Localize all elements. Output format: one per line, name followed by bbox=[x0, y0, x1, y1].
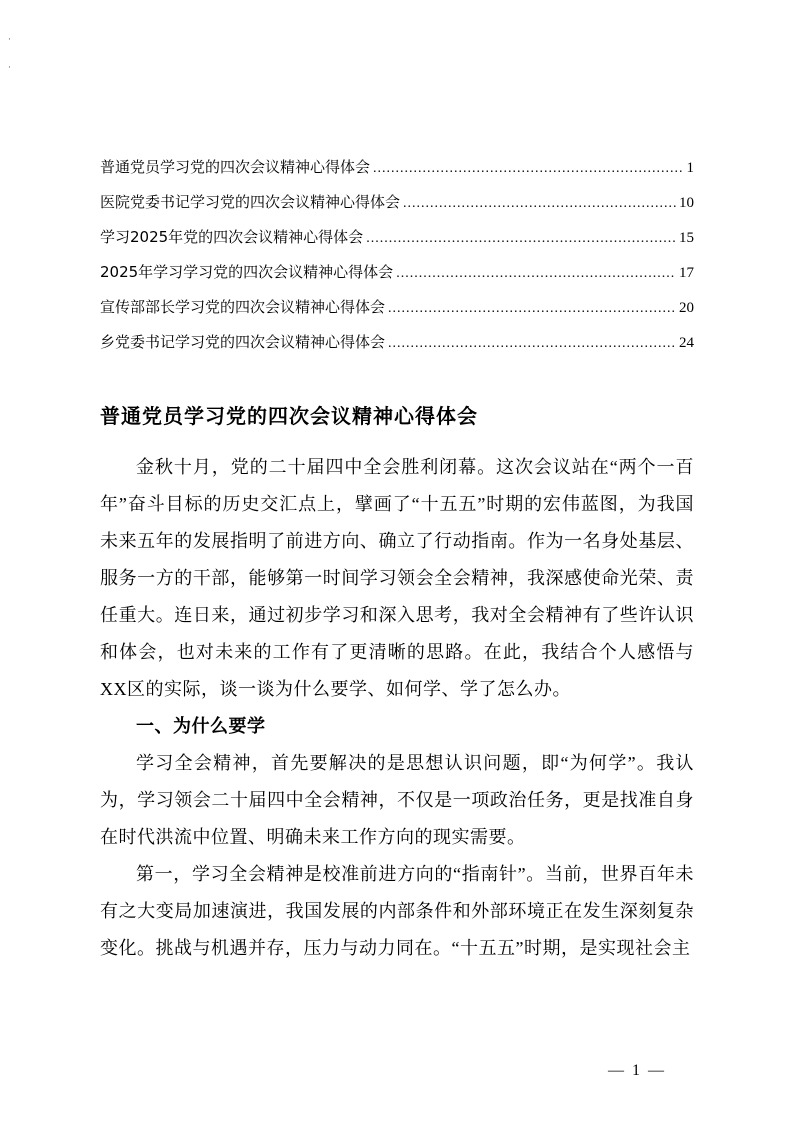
toc-item[interactable] bbox=[100, 150, 694, 185]
toc-item-page: 17 bbox=[679, 265, 694, 281]
article-paragraph: 第一，学习全会精神是校准前进方向的“指南针”。当前，世界百年未有之大变局加速演进，我国发展的内部条件和外部环境正在发生深刻复杂变化。挑战与机遇并存，压力与动力同在。“十五五”时期，是实现社会主 bbox=[100, 864, 694, 958]
toc-item[interactable] bbox=[100, 185, 694, 220]
toc-leader-dots bbox=[373, 150, 683, 186]
toc-leader-dots bbox=[396, 255, 676, 291]
toc-item-page: 1 bbox=[686, 160, 694, 176]
toc-item[interactable] bbox=[100, 220, 694, 255]
table-of-contents bbox=[100, 150, 694, 360]
toc-item-page: 24 bbox=[679, 335, 694, 351]
scan-artifact-mark: · bbox=[8, 35, 11, 45]
toc-item-page: 20 bbox=[679, 300, 694, 316]
toc-leader-dots bbox=[388, 290, 676, 326]
toc-item-title: 乡党委书记学习党的四次会议精神心得体会 bbox=[100, 333, 386, 351]
toc-item-title: 学习2025年党的四次会议精神心得体会 bbox=[100, 228, 364, 246]
toc-leader-dots bbox=[403, 185, 676, 221]
toc-item-title: 2025年学习学习党的四次会议精神心得体会 bbox=[100, 263, 394, 281]
article-paragraph: 金秋十月，党的二十届四中全会胜利闭幕。这次会议站在“两个一百年”奋斗目标的历史交汇点上，擘画了“十五五”时期的宏伟蓝图，为我国未来五年的发展指明了前进方向、确立了行动指南。作为一名身处基层、服务一方的干部，能够第一时间学习领会全会精神，我深感使命光荣、责任重大。连日来，通过初步学习和深入思考，我对全会精神有了些许认识和体会，也对未来的工作有了更清晰的思路。在此，我结合个人感悟与XX区的实际，谈一谈为什么要学、如何学、学了怎么办。 bbox=[100, 457, 694, 699]
toc-leader-dots bbox=[366, 220, 676, 256]
page-number: — 1 — bbox=[608, 1062, 666, 1079]
toc-item-page: 15 bbox=[679, 230, 694, 246]
section-heading: 一、为什么要学 bbox=[136, 716, 266, 737]
article-paragraph: 学习全会精神，首先要解决的是思想认识问题，即“为何学”。我认为，学习领会二十届四中全会精神，不仅是一项政治任务，更是找准自身在时代洪流中位置、明确未来工作方向的现实需要。 bbox=[100, 753, 694, 847]
toc-item-title: 宣传部部长学习党的四次会议精神心得体会 bbox=[100, 298, 386, 316]
toc-leader-dots bbox=[388, 325, 676, 361]
toc-item-title: 普通党员学习党的四次会议精神心得体会 bbox=[100, 158, 371, 176]
toc-item[interactable] bbox=[100, 325, 694, 360]
toc-item-title: 医院党委书记学习党的四次会议精神心得体会 bbox=[100, 193, 401, 211]
article-title: 普通党员学习党的四次会议精神心得体会 bbox=[100, 404, 478, 428]
toc-item-page: 10 bbox=[679, 195, 694, 211]
toc-item[interactable] bbox=[100, 255, 694, 290]
scan-artifact-mark: · bbox=[8, 63, 11, 73]
toc-item[interactable] bbox=[100, 290, 694, 325]
article bbox=[100, 400, 694, 967]
